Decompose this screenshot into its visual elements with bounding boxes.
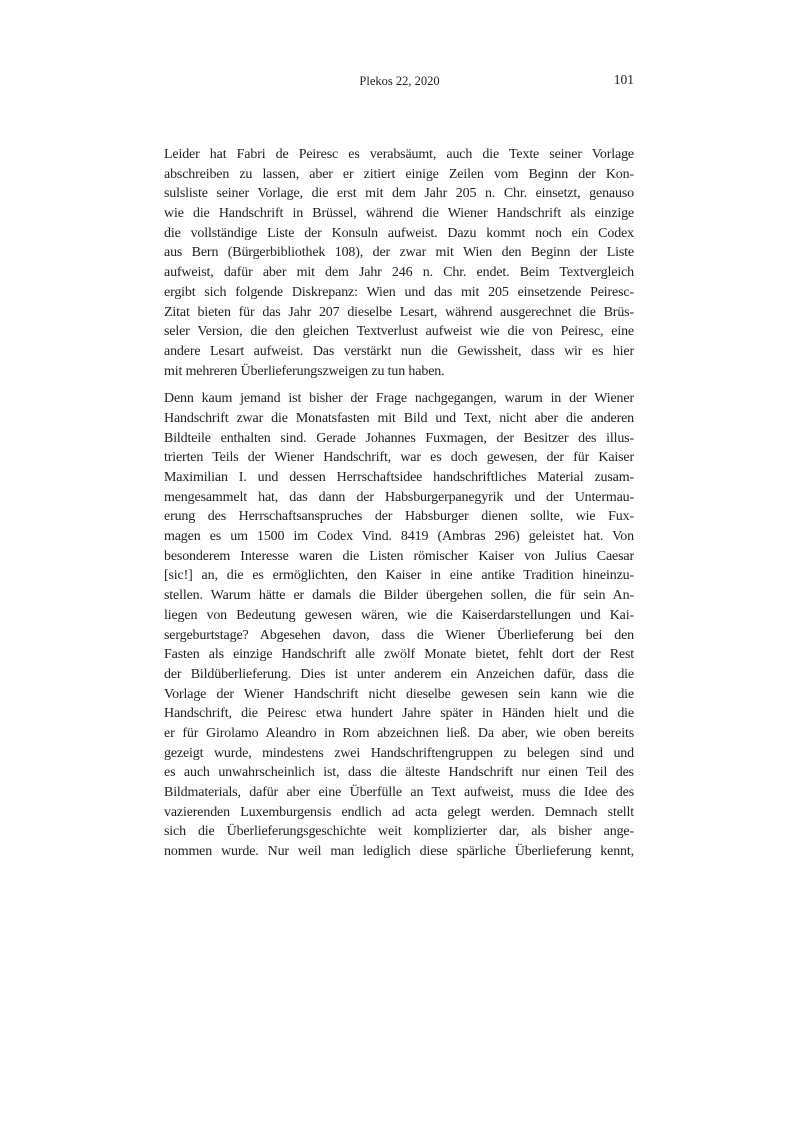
text-line: sulsliste seiner Vorlage, die erst mit dem Jahr 205 n. Chr. einsetzt, genauso [164,186,634,202]
text-line: trierten Teils der Wiener Handschrift, war es doch gewesen, der für Kaiser [164,450,634,466]
text-line: sergeburtstage? Abgesehen davon, dass die Wiener Überlieferung bei den [164,627,634,643]
text-line: andere Lesart aufweist. Das verstärkt nun die Gewissheit, dass wir es hier [164,343,634,359]
running-header: Plekos 22, 2020 [359,74,440,88]
text-line: erung des Herrschaftsanspruches der Habsburger dienen sollte, wie Fux- [164,509,634,525]
text-line: Handschrift, die Peiresc etwa hundert Jahre später in Händen hielt und die [164,706,634,722]
text-line: aus Bern (Bürgerbibliothek 108), der zwar mit Wien den Beginn der Liste [164,245,634,261]
text-line: aufweist, dafür aber mit dem Jahr 246 n. Chr. endet. Beim Textvergleich [164,265,634,281]
text-line: die vollständige Liste der Konsuln aufweist. Dazu kommt noch ein Codex [164,225,634,241]
paragraph-2 [164,389,634,862]
text-line: mengesammelt hat, das dann der Habsburgerpanegyrik und der Untermau- [164,489,634,505]
page-number: 101 [613,72,634,87]
text-line: stellen. Warum hätte er damals die Bilder übergehen sollen, die für sein An- [164,588,634,604]
text-line: seler Version, die den gleichen Textverlust aufweist wie die von Peiresc, eine [164,324,634,340]
text-line: sich die Überlieferungsgeschichte weit komplizierter dar, als bisher ange- [164,824,634,840]
text-line: es auch unwahrscheinlich ist, dass die älteste Handschrift nur einen Teil des [164,765,634,781]
text-line: nommen wurde. Nur weil man lediglich diese spärliche Überlieferung kennt, [164,844,634,860]
text-line: wie die Handschrift in Brüssel, während die Wiener Handschrift als einzige [164,206,634,222]
text-line: Bildmaterials, dafür aber eine Überfülle an Text aufweist, muss die Idee des [164,785,634,800]
text-line: vazierenden Luxemburgensis endlich ad acta gelegt werden. Demnach stellt [164,804,634,820]
text-line: abschreiben zu lassen, aber er zitiert einige Zeilen vom Beginn der Kon- [164,166,634,182]
text-line: ergibt sich folgende Diskrepanz: Wien und das mit 205 einsetzende Peiresc- [164,284,634,300]
text-line: mit mehreren Überlieferungszweigen zu tun haben. [164,363,445,379]
paragraph-1 [164,145,634,381]
text-line: gezeigt wurde, mindestens zwei Handschriftengruppen zu belegen sind und [164,745,634,761]
text-line: liegen von Bedeutung gewesen wären, wie die Kaiserdarstellungen und Kai- [164,607,634,623]
text-line: Fasten als einzige Handschrift alle zwölf Monate bietet, fehlt dort der Rest [164,647,634,663]
text-line: er für Girolamo Aleandro in Rom abzeichnen ließ. Da aber, wie oben bereits [164,725,634,741]
text-line: Leider hat Fabri de Peiresc es verabsäumt, auch die Texte seiner Vorlage [164,147,634,162]
text-line: Bildteile enthalten sind. Gerade Johannes Fuxmagen, der Besitzer des illus- [164,430,634,446]
text-line: Vorlage der Wiener Handschrift nicht dieselbe gewesen sein kann wie die [164,686,634,702]
text-line: Maximilian I. und dessen Herrschaftsidee handschriftliches Material zusam- [164,470,634,485]
text-line: magen es um 1500 im Codex Vind. 8419 (Ambras 296) geleistet hat. Von [164,529,634,545]
body-text [164,145,634,870]
text-line: Zitat bieten für das Jahr 207 dieselbe Lesart, während ausgerechnet die Brüs- [164,304,634,320]
text-line: der Bildüberlieferung. Dies ist unter anderem ein Anzeichen dafür, dass die [164,666,634,682]
text-line: Denn kaum jemand ist bisher der Frage nachgegangen, warum in der Wiener [164,391,634,407]
text-line: besonderem Interesse waren die Listen römischer Kaiser von Julius Caesar [164,548,634,564]
text-line: [sic!] an, die es ermöglichten, den Kaiser in eine antike Tradition hineinzu- [164,568,634,584]
text-line: Handschrift zwar die Monatsfasten mit Bild und Text, nicht aber die anderen [164,410,634,426]
